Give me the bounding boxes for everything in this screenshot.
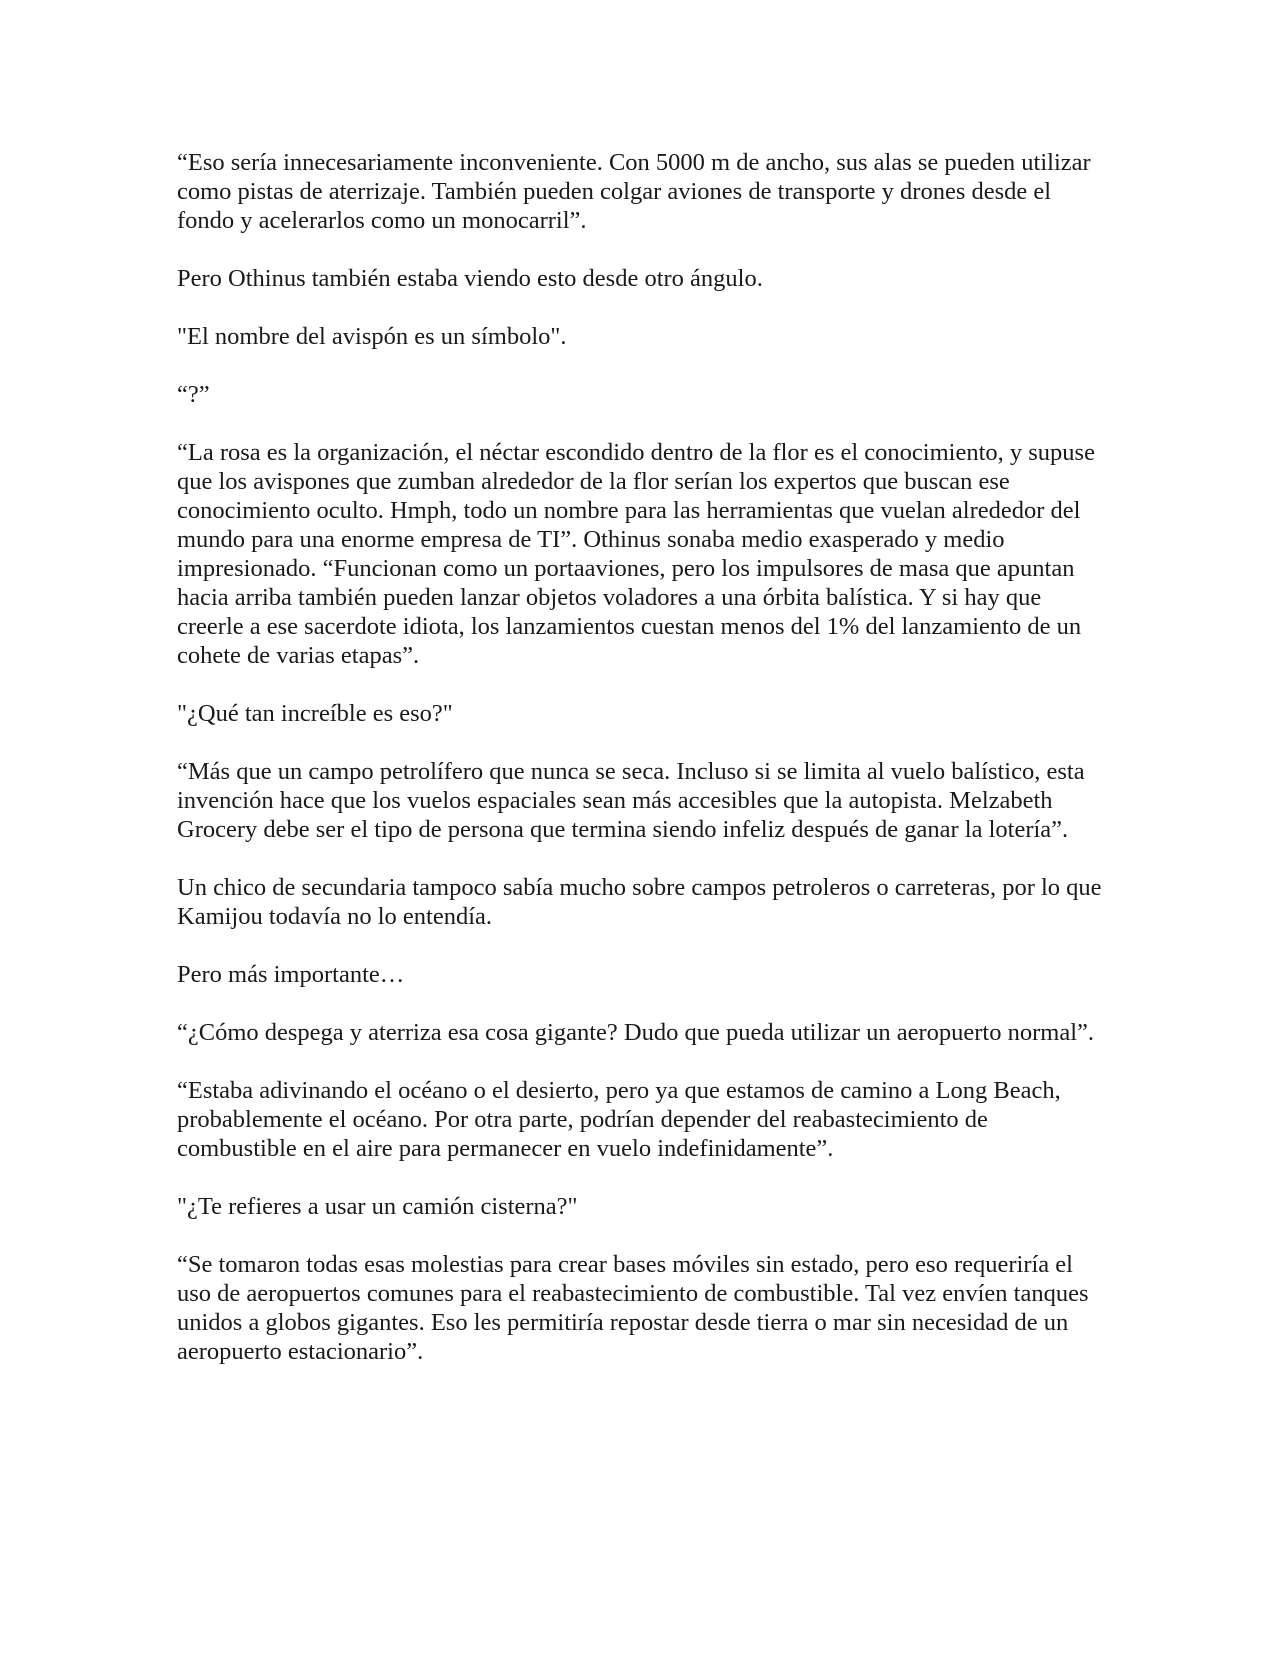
paragraph-12: "¿Te refieres a usar un camión cisterna?" [177, 1193, 578, 1220]
paragraph-9: Pero más importante… [177, 961, 405, 988]
paragraph-6: "¿Qué tan increíble es eso?" [177, 700, 453, 727]
paragraph-1: “Eso sería innecesariamente inconveniente. Con 5000 m de ancho, sus alas se pueden utilizar como pistas de aterrizaje. También pueden colgar aviones de transporte y drones desde el fondo y acelerarlos como un monocarril”. [177, 149, 1091, 234]
paragraph-3: "El nombre del avispón es un símbolo". [177, 323, 567, 350]
paragraph-8: Un chico de secundaria tampoco sabía mucho sobre campos petroleros o carreteras, por lo que Kamijou todavía no lo entendía. [177, 874, 1102, 930]
paragraph-7: “Más que un campo petrolífero que nunca se seca. Incluso si se limita al vuelo balístico, esta invención hace que los vuelos espaciales sean más accesibles que la autopista. Melzabeth Grocery debe ser el tipo de persona que termina siendo infeliz después de ganar la lotería”. [177, 758, 1085, 843]
paragraph-11: “Estaba adivinando el océano o el desierto, pero ya que estamos de camino a Long Beach, probablemente el océano. Por otra parte, podrían depender del reabastecimiento de combustible en el aire para permanecer en vuelo indefinidamente”. [177, 1077, 1061, 1162]
document-body [177, 148, 1102, 1395]
paragraph-2: Pero Othinus también estaba viendo esto desde otro ángulo. [177, 265, 763, 292]
paragraph-13: “Se tomaron todas esas molestias para crear bases móviles sin estado, pero eso requeriría el uso de aeropuertos comunes para el reabastecimiento de combustible. Tal vez envíen tanques unidos a globos gigantes. Eso les permitiría repostar desde tierra o mar sin necesidad de un aeropuerto estacionario”. [177, 1251, 1089, 1365]
paragraph-4: “?” [177, 381, 210, 408]
paragraph-10: “¿Cómo despega y aterriza esa cosa gigante? Dudo que pueda utilizar un aeropuerto normal”. [177, 1019, 1095, 1046]
paragraph-5: “La rosa es la organización, el néctar escondido dentro de la flor es el conocimiento, y supuse que los avispones que zumban alrededor de la flor serían los expertos que buscan ese conocimiento oculto. Hmph, todo un nombre para las herramientas que vuelan alrededor del mundo para una enorme empresa de TI”. Othinus sonaba medio exasperado y medio impresionado. “Funcionan como un portaaviones, pero los impulsores de masa que apuntan hacia arriba también pueden lanzar objetos voladores a una órbita balística. Y si hay que creerle a ese sacerdote idiota, los lanzamientos cuestan menos del 1% del lanzamiento de un cohete de varias etapas”. [177, 439, 1095, 669]
